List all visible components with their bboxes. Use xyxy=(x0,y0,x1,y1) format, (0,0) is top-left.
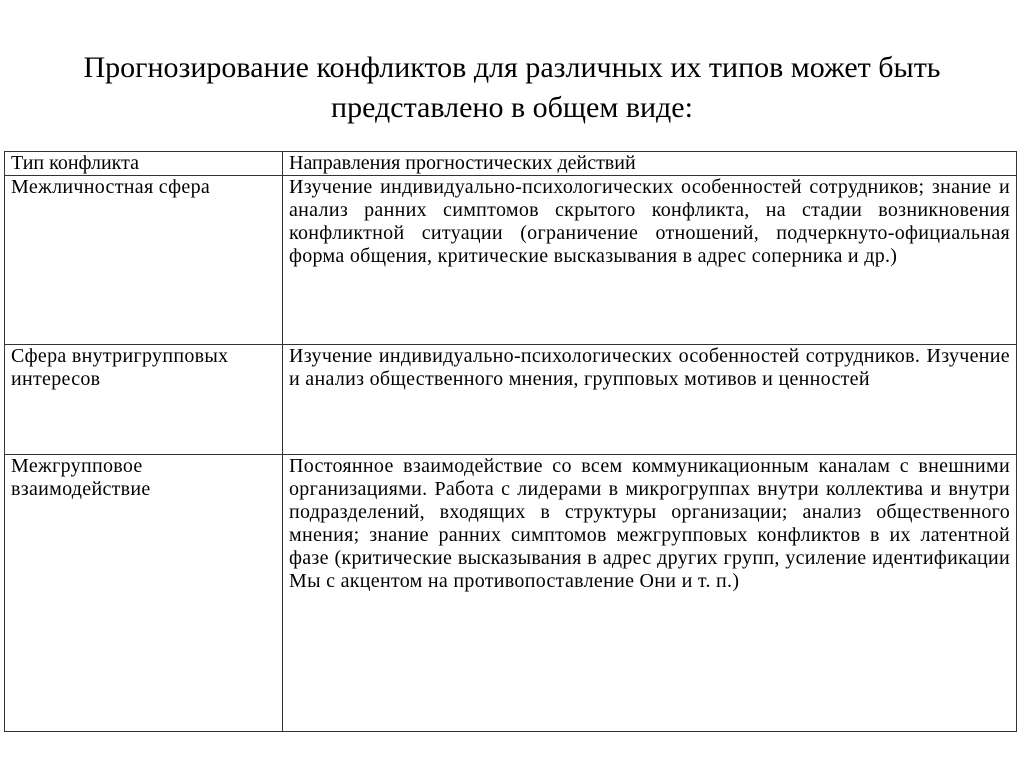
forecast-directions-cell xyxy=(283,176,1017,345)
slide-title xyxy=(0,48,1024,128)
conflict-type-text: Межличностная сфера xyxy=(11,176,211,198)
table-row xyxy=(5,455,1017,732)
slide-title-line-2: представлено в общем виде: xyxy=(331,91,693,124)
forecast-directions-cell xyxy=(283,455,1017,732)
conflict-type-text: Сфера внутригрупповых интересов xyxy=(11,345,229,390)
header-forecast-directions: Направления прогностических действий xyxy=(283,152,1017,176)
forecast-directions-text: Изучение индивидуально-психологических особенностей сотрудников; знание и анализ ранних симптомов скрытого конфликта, на стадии возникновения конфликтной ситуации (ограничение отношений, подчеркнуто-официальная форма общения, критические высказывания в адрес соперника и др.) xyxy=(289,176,1010,267)
slide-title-line-1: Прогнозирование конфликтов для различных их типов может быть xyxy=(83,51,941,84)
header-conflict-type: Тип конфликта xyxy=(5,152,283,176)
conflict-type-text: Межгрупповое взаимодействие xyxy=(11,455,151,500)
table-row xyxy=(5,176,1017,345)
conflict-type-cell xyxy=(5,345,283,455)
conflict-forecast-table-wrapper xyxy=(4,151,1016,732)
conflict-type-cell xyxy=(5,176,283,345)
conflict-forecast-table xyxy=(4,151,1017,732)
forecast-directions-text: Постоянное взаимодействие со всем коммуникационным каналам с внешними организациями. Работа с лидерами в микрогруппах внутри коллектива и внутри подразделений, входящих в структуры организации; анализ общественного мнения; знание ранних симптомов межгрупповых конфликтов в их латентной фазе (критические высказывания в адрес других групп, усиление идентификации Мы с акцентом на противопоставление Они и т. п.) xyxy=(289,455,1010,592)
conflict-type-cell xyxy=(5,455,283,732)
forecast-directions-cell xyxy=(283,345,1017,455)
table-row xyxy=(5,345,1017,455)
table-header-row xyxy=(5,152,1017,176)
forecast-directions-text: Изучение индивидуально-психологических особенностей сотрудников. Изучение и анализ общественного мнения, групповых мотивов и ценностей xyxy=(289,345,1010,390)
